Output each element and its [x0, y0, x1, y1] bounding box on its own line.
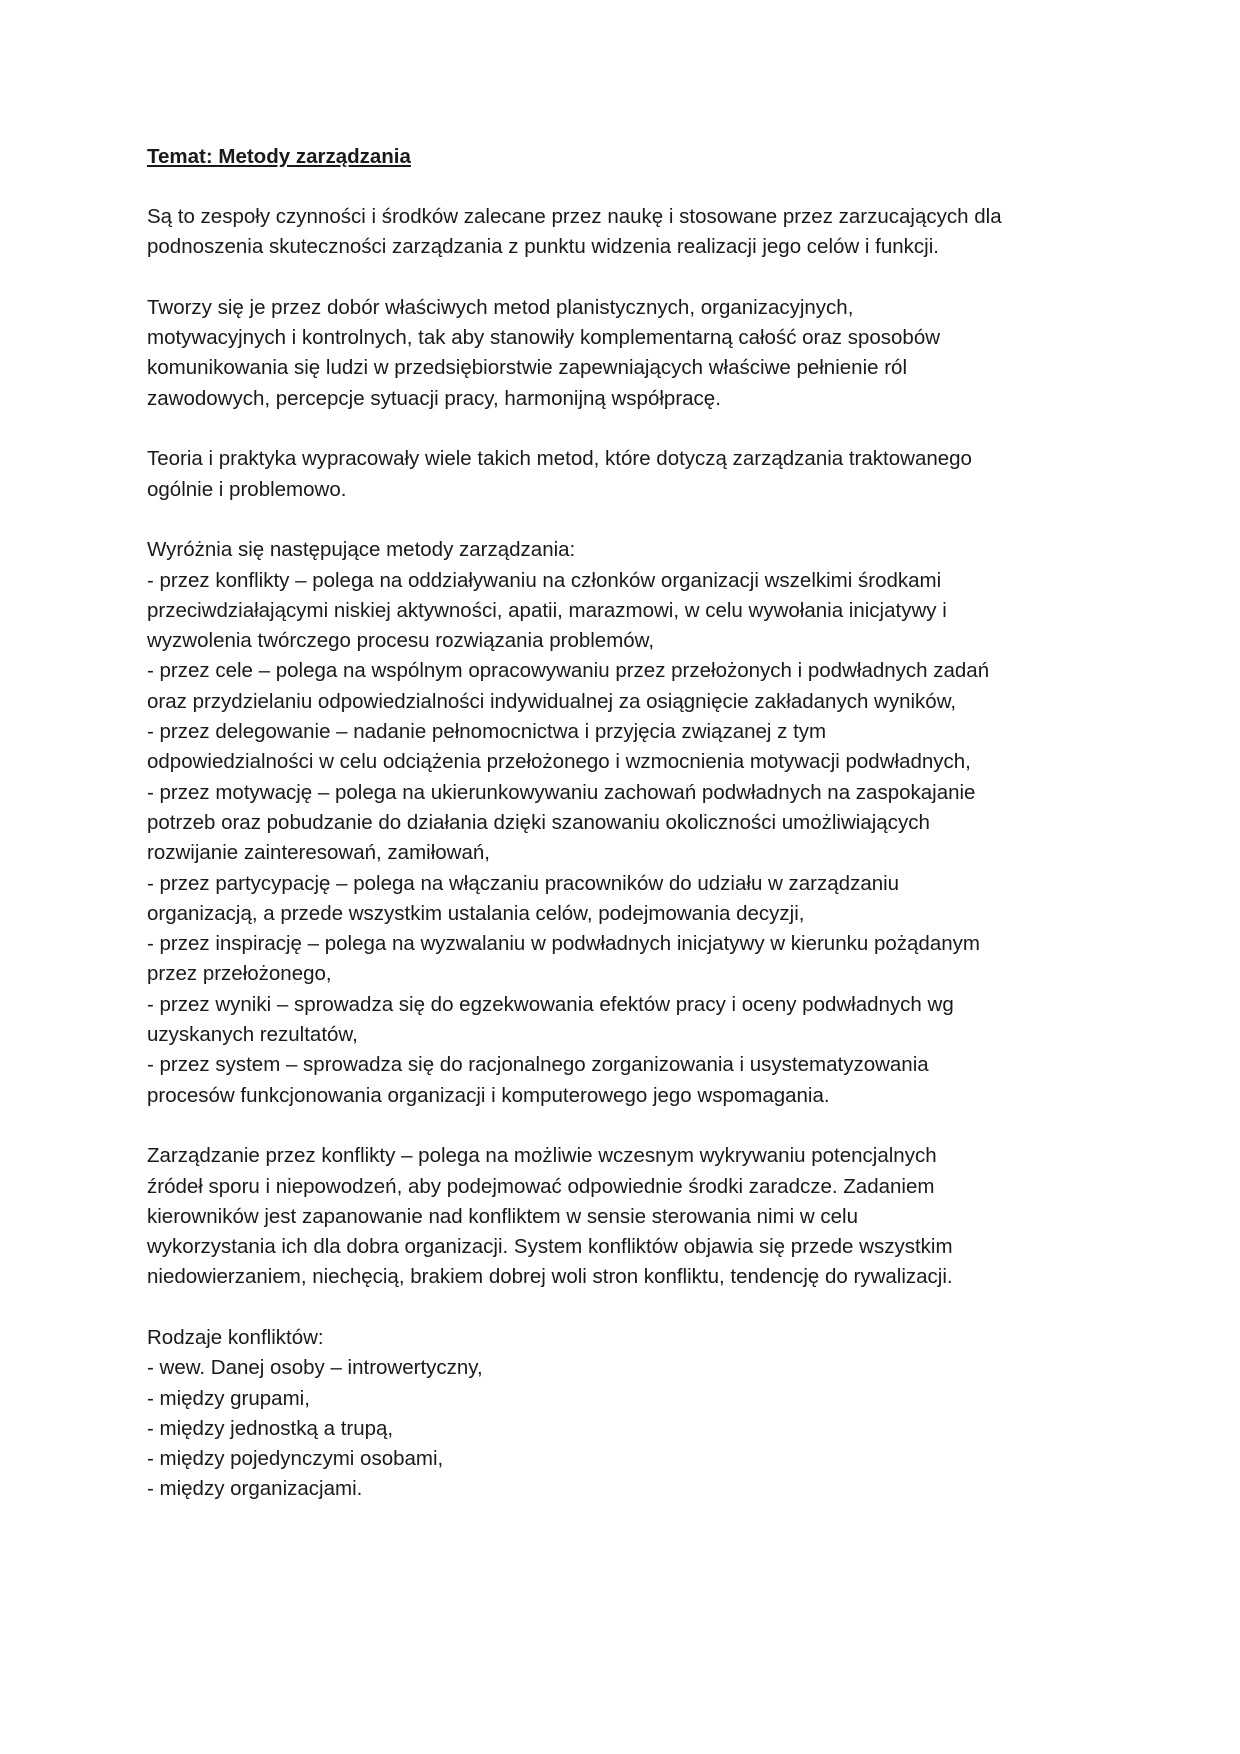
text-line: oraz przydzielaniu odpowiedzialności indywidualnej za osiągnięcie zakładanych wyników,: [147, 689, 957, 713]
text-line: źródeł sporu i niepowodzeń, aby podejmować odpowiednie środki zaradcze. Zadaniem: [147, 1174, 935, 1198]
text-line: odpowiedzialności w celu odciążenia przełożonego i wzmocnienia motywacji podwładnych,: [147, 750, 971, 774]
list-item: - wew. Danej osoby – introwertyczny,: [147, 1356, 483, 1380]
text-line: przeciwdziałającymi niskiej aktywności, apatii, marazmowi, w celu wywołania inicjatywy i: [147, 598, 947, 622]
text-line: wyzwolenia twórczego procesu rozwiązania problemów,: [147, 629, 655, 653]
text-line: Tworzy się je przez dobór właściwych metod planistycznych, organizacyjnych,: [147, 295, 854, 319]
text-line: Są to zespoły czynności i środków zalecane przez naukę i stosowane przez zarzucających dla: [147, 205, 1002, 228]
list-item: - między organizacjami.: [147, 1477, 363, 1501]
text-line: podnoszenia skuteczności zarządzania z punktu widzenia realizacji jego celów i funkcji.: [147, 235, 939, 259]
list-item: - przez system – sprowadza się do racjonalnego zorganizowania i usystematyzowania: [147, 1053, 929, 1077]
paragraph-definition: [147, 202, 1097, 263]
text-line: Zarządzanie przez konflikty – polega na możliwie wczesnym wykrywaniu potencjalnych: [147, 1144, 937, 1168]
list-item: - między jednostką a trupą,: [147, 1416, 394, 1440]
paragraph-creation: [147, 293, 1097, 414]
text-line: uzyskanych rezultatów,: [147, 1023, 358, 1047]
paragraph-conflict-types: [147, 1323, 1097, 1505]
text-line: motywacyjnych i kontrolnych, tak aby stanowiły komplementarną całość oraz sposobów: [147, 326, 941, 350]
list-item: - przez wyniki – sprowadza się do egzekwowania efektów pracy i oceny podwładnych wg: [147, 992, 954, 1016]
text-line: przez przełożonego,: [147, 962, 332, 986]
document-page: [147, 142, 1097, 1535]
document-title: Temat: Metody zarządzania: [147, 145, 411, 168]
list-item: - przez delegowanie – nadanie pełnomocnictwa i przyjęcia związanej z tym: [147, 720, 827, 744]
list-item: - przez inspirację – polega na wyzwalaniu w podwładnych inicjatywy w kierunku pożądanym: [147, 932, 980, 956]
list-item: - przez motywację – polega na ukierunkowywaniu zachowań podwładnych na zaspokajanie: [147, 780, 976, 804]
text-line: rozwijanie zainteresowań, zamiłowań,: [147, 841, 490, 865]
list-item: - przez cele – polega na wspólnym opracowywaniu przez przełożonych i podwładnych zadań: [147, 659, 990, 683]
text-line: Wyróżnia się następujące metody zarządzania:: [147, 538, 576, 562]
text-line: Rodzaje konfliktów:: [147, 1325, 324, 1349]
text-line: Teoria i praktyka wypracowały wiele takich metod, które dotyczą zarządzania traktowanego: [147, 447, 972, 471]
text-line: potrzeb oraz pobudzanie do działania dzięki szanowaniu okoliczności umożliwiających: [147, 810, 930, 834]
text-line: kierowników jest zapanowanie nad konfliktem w sensie sterowania nimi w celu: [147, 1204, 859, 1228]
text-line: ogólnie i problemowo.: [147, 477, 347, 501]
text-line: komunikowania się ludzi w przedsiębiorstwie zapewniających właściwe pełnienie ról: [147, 356, 908, 380]
text-line: niedowierzaniem, niechęcią, brakiem dobrej woli stron konfliktu, tendencję do rywalizacji.: [147, 1265, 953, 1289]
list-item: - przez konflikty – polega na oddziaływaniu na członków organizacji wszelkimi środkami: [147, 568, 942, 592]
list-item: - między pojedynczymi osobami,: [147, 1447, 444, 1471]
paragraph-methods-list: [147, 535, 1097, 1111]
paragraph-conflict-management: [147, 1141, 1097, 1292]
text-line: wykorzystania ich dla dobra organizacji. System konfliktów objawia się przede wszystkim: [147, 1235, 953, 1259]
list-item: - przez partycypację – polega na włączaniu pracowników do udziału w zarządzaniu: [147, 871, 900, 895]
text-line: organizacją, a przede wszystkim ustalania celów, podejmowania decyzji,: [147, 901, 805, 925]
text-line: zawodowych, percepcje sytuacji pracy, harmonijną współpracę.: [147, 386, 721, 410]
list-item: - między grupami,: [147, 1386, 310, 1410]
text-line: procesów funkcjonowania organizacji i komputerowego jego wspomagania.: [147, 1083, 830, 1107]
paragraph-theory: [147, 444, 1097, 505]
